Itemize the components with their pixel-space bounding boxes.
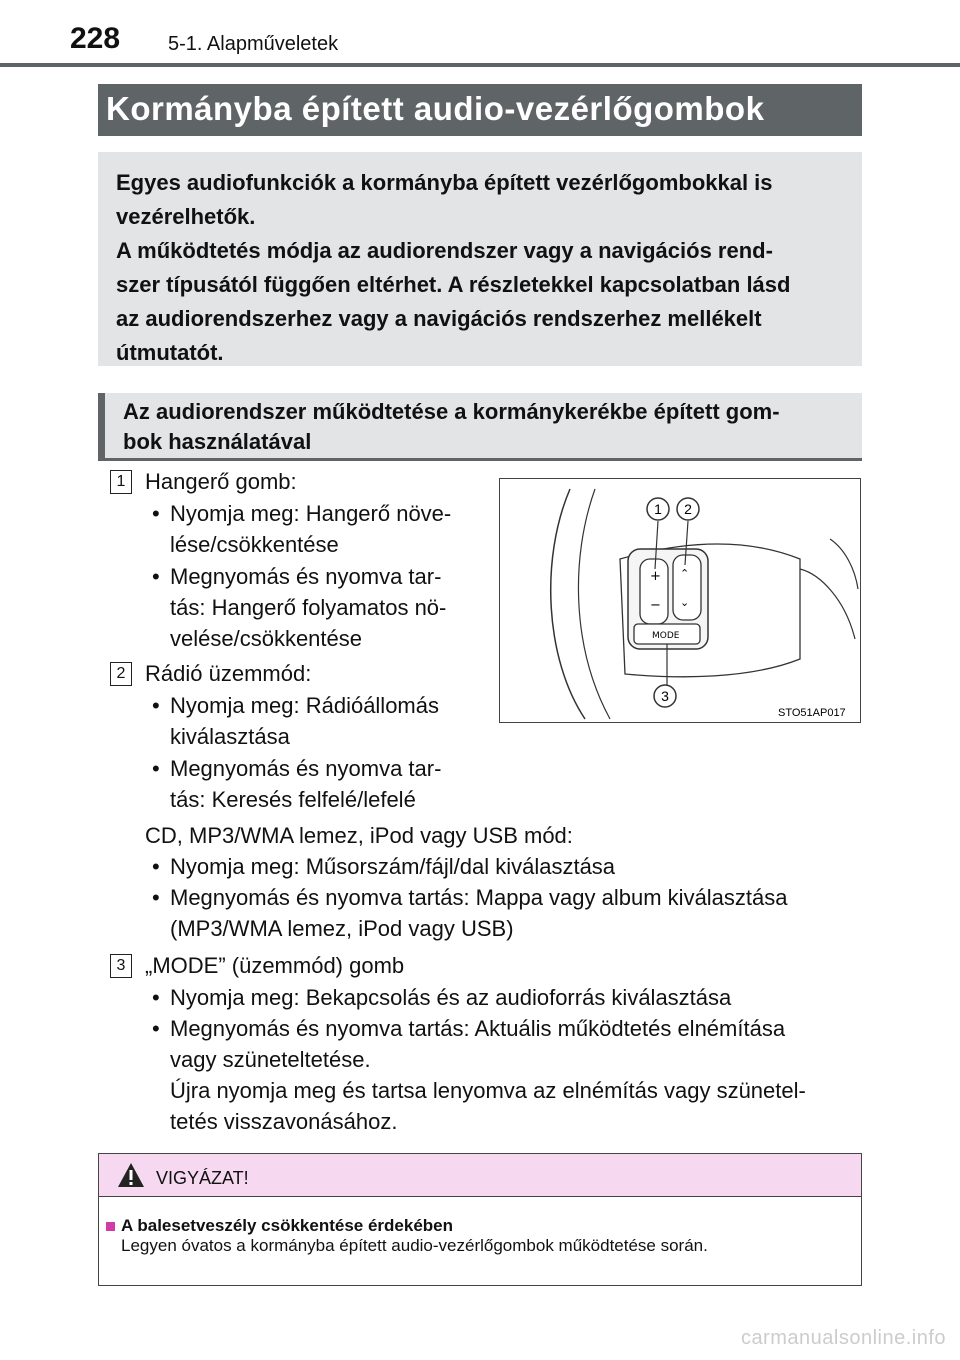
steering-wheel-figure — [499, 478, 861, 723]
bullet-line: vagy szüneteltetése. — [170, 1047, 371, 1072]
item-number-3: 3 — [110, 954, 132, 978]
caution-heading-text: A balesetveszély csökkentése érdekében — [121, 1216, 454, 1235]
bullet-line: lése/csökkentése — [170, 532, 339, 557]
item-label: „MODE” (üzemmód) gomb — [145, 953, 405, 978]
bullet-dot: • — [152, 985, 160, 1010]
bullet-dot: • — [152, 564, 160, 589]
bullet-line: Újra nyomja meg és tartsa lenyomva az elnémítás vagy szünetel- — [170, 1078, 806, 1103]
intro-line: vezérelhetők. — [116, 204, 256, 229]
caution-heading — [106, 1216, 708, 1236]
section-title: 5-1. Alapműveletek — [168, 33, 339, 55]
bullet-line: kiválasztása — [170, 724, 290, 749]
callout-1-number: 1 — [654, 501, 662, 517]
wheel-rim-outer — [551, 489, 585, 719]
bullet-line: Megnyomás és nyomva tar- — [170, 564, 442, 589]
bullet-item — [152, 851, 856, 882]
watermark: carmanualsonline.info — [740, 1327, 946, 1349]
bullet-item — [152, 982, 856, 1013]
bullet-line: Nyomja meg: Bekapcsolás és az audioforrás kiválasztása — [170, 985, 732, 1010]
bullet-item — [152, 561, 476, 654]
bullet-dot: • — [152, 501, 160, 526]
bullet-item — [152, 498, 476, 560]
item-label: Rádió üzemmód: — [145, 661, 312, 686]
intro-box — [98, 152, 862, 366]
bullet-item — [152, 1013, 856, 1137]
hub-edge — [800, 569, 855, 639]
bullet-dot: • — [152, 756, 160, 781]
caution-title: VIGYÁZAT! — [156, 1168, 249, 1188]
intro-line: szer típusától függően eltérhet. A részletekkel kapcsolatban lásd — [116, 272, 791, 297]
warning-icon — [117, 1162, 145, 1188]
bullet-dot: • — [152, 885, 160, 910]
item-number-2: 2 — [110, 662, 132, 686]
volume-plus-icon: + — [650, 569, 661, 584]
bullet-dot: • — [152, 693, 160, 718]
bullet-item — [152, 753, 476, 815]
subsection-header — [98, 393, 862, 461]
page-title: Kormányba épített audio-vezérlőgombok — [98, 84, 862, 136]
item-number-1: 1 — [110, 470, 132, 494]
caution-box — [98, 1153, 862, 1286]
seek-down-icon: ⌄ — [680, 596, 690, 609]
wheel-rim-inner — [578, 489, 610, 719]
caution-header — [99, 1154, 861, 1197]
bullet-line: Nyomja meg: Rádióállomás — [170, 693, 439, 718]
bullet-line: velése/csökkentése — [170, 626, 362, 651]
mode-label: CD, MP3/WMA lemez, iPod vagy USB mód: — [145, 823, 573, 848]
caution-square-icon — [106, 1222, 115, 1231]
figure-code: STO51AP017 — [778, 707, 846, 719]
bullet-line: Megnyomás és nyomva tar- — [170, 756, 442, 781]
callout-2-number: 2 — [684, 501, 692, 517]
intro-line: útmutatót. — [116, 340, 224, 365]
seek-up-icon: ⌃ — [680, 567, 690, 580]
item-label: Hangerő gomb: — [145, 469, 297, 494]
steering-wheel-illustration — [500, 479, 859, 721]
bullet-line: tás: Keresés felfelé/lefelé — [170, 787, 416, 812]
bullet-dot: • — [152, 1016, 160, 1041]
intro-line: Egyes audiofunkciók a kormányba épített vezérlőgombokkal is — [116, 170, 773, 195]
callout-3-number: 3 — [661, 688, 669, 704]
header-rule — [0, 63, 960, 67]
bullet-line: tetés visszavonásához. — [170, 1109, 398, 1134]
bullet-dot: • — [152, 854, 160, 879]
caution-text: Legyen óvatos a kormányba épített audio-vezérlőgombok működtetése során. — [121, 1236, 708, 1255]
seek-switch — [673, 555, 701, 620]
subsection-line: bok használatával — [123, 429, 312, 454]
intro-line: az audiorendszerhez vagy a navigációs rendszerhez mellékelt — [116, 306, 762, 331]
bullet-line: tás: Hangerő folyamatos nö- — [170, 595, 447, 620]
hub-curve — [830, 539, 858, 589]
bullet-item — [152, 690, 476, 752]
page-number: 228 — [70, 22, 121, 55]
bullet-line: Nyomja meg: Műsorszám/fájl/dal kiválasztása — [170, 854, 616, 879]
bullet-line: Nyomja meg: Hangerő növe- — [170, 501, 452, 526]
bullet-item — [152, 882, 856, 944]
intro-line: A működtetés módja az audiorendszer vagy a navigációs rend- — [116, 238, 773, 263]
subsection-line: Az audiorendszer működtetése a kormánykerékbe épített gom- — [123, 399, 780, 424]
bullet-line: Megnyomás és nyomva tartás: Mappa vagy album kiválasztása — [170, 885, 788, 910]
caution-body — [106, 1216, 708, 1256]
bullet-line: Megnyomás és nyomva tartás: Aktuális működtetés elnémítása — [170, 1016, 786, 1041]
bullet-line: (MP3/WMA lemez, iPod vagy USB) — [170, 916, 514, 941]
volume-minus-icon: − — [650, 598, 661, 613]
mode-button-label: MODE — [652, 631, 680, 641]
